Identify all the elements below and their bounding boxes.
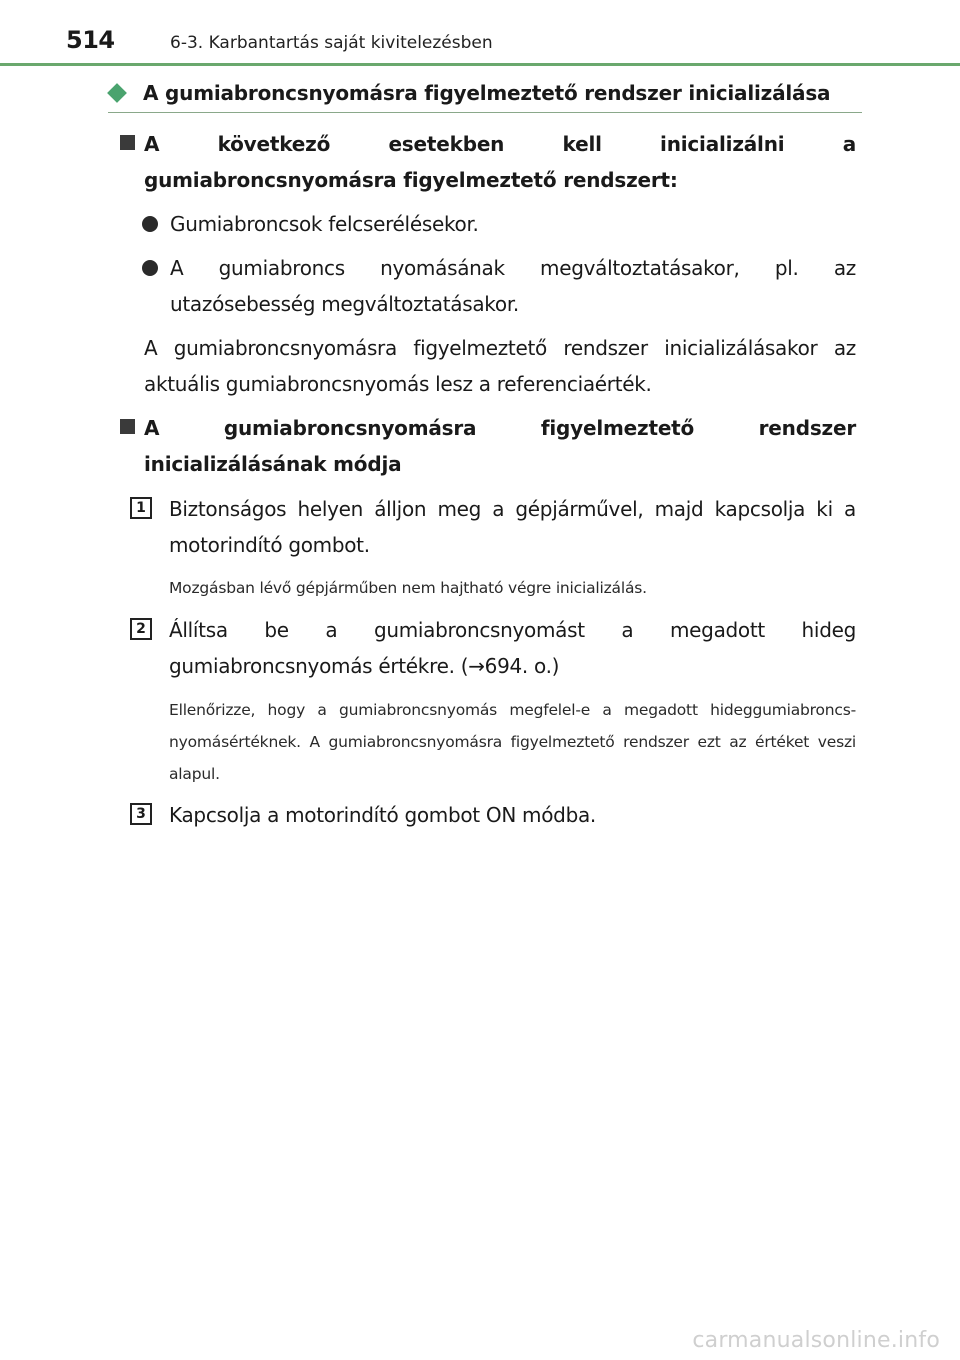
section-title: A gumiabroncsnyomásra figyelmeztető rendszer inicializálása xyxy=(143,81,831,105)
step-text: Állítsa be a gumiabroncsnyomást a megadott hideg gumiabroncsnyomás értékre. (→694. o.) xyxy=(169,618,856,678)
step-3 xyxy=(130,797,856,833)
how-heading: A gumiabroncsnyomásra figyelmeztető rendszer inicializálásának módja xyxy=(144,416,856,476)
step-number-badge: 2 xyxy=(130,618,152,640)
square-icon xyxy=(120,135,135,150)
step-note: Ellenőrizze, hogy a gumiabroncsnyomás megfelel-e a megadott hideggumiabroncs-nyomásértéknek. A gumiabroncsnyomásra figyelmeztető rendszer ezt az értéket veszi alapul. xyxy=(169,701,856,783)
list-item xyxy=(142,250,856,322)
watermark: carmanualsonline.info xyxy=(692,1328,940,1353)
dot-icon xyxy=(142,216,158,232)
reference-paragraph: A gumiabroncsnyomásra figyelmeztető rendszer inicializálásakor az aktuális gumiabroncsnyomás lesz a referenciaérték. xyxy=(144,336,856,396)
step-text: Biztonságos helyen álljon meg a gépjárművel, majd kapcsolja ki a motorindító gombot. xyxy=(169,497,856,557)
step-number-badge: 3 xyxy=(130,803,152,825)
page-header xyxy=(0,0,960,66)
list-item xyxy=(142,206,856,242)
bullet-text: Gumiabroncsok felcserélésekor. xyxy=(170,212,479,236)
step-note: Mozgásban lévő gépjárműben nem hajtható végre inicializálás. xyxy=(169,579,647,597)
step-1 xyxy=(130,491,856,563)
dot-icon xyxy=(142,260,158,276)
step-2 xyxy=(130,612,856,684)
square-icon xyxy=(120,419,135,434)
step-number-badge: 1 xyxy=(130,497,152,519)
when-heading: A következő esetekben kell inicializálni a gumiabroncsnyomásra figyelmeztető rendszert: xyxy=(144,132,856,192)
page-number: 514 xyxy=(66,26,115,54)
chapter-title: 6-3. Karbantartás saját kivitelezésben xyxy=(170,33,493,53)
section-heading xyxy=(108,78,862,113)
step-text: Kapcsolja a motorindító gombot ON módba. xyxy=(169,803,596,827)
when-heading-block xyxy=(110,126,856,198)
diamond-icon xyxy=(107,83,127,103)
how-heading-block xyxy=(110,410,856,482)
header-divider xyxy=(0,63,960,66)
bullet-text: A gumiabroncs nyomásának megváltoztatásakor, pl. az utazósebesség megváltoztatásakor. xyxy=(170,256,856,316)
